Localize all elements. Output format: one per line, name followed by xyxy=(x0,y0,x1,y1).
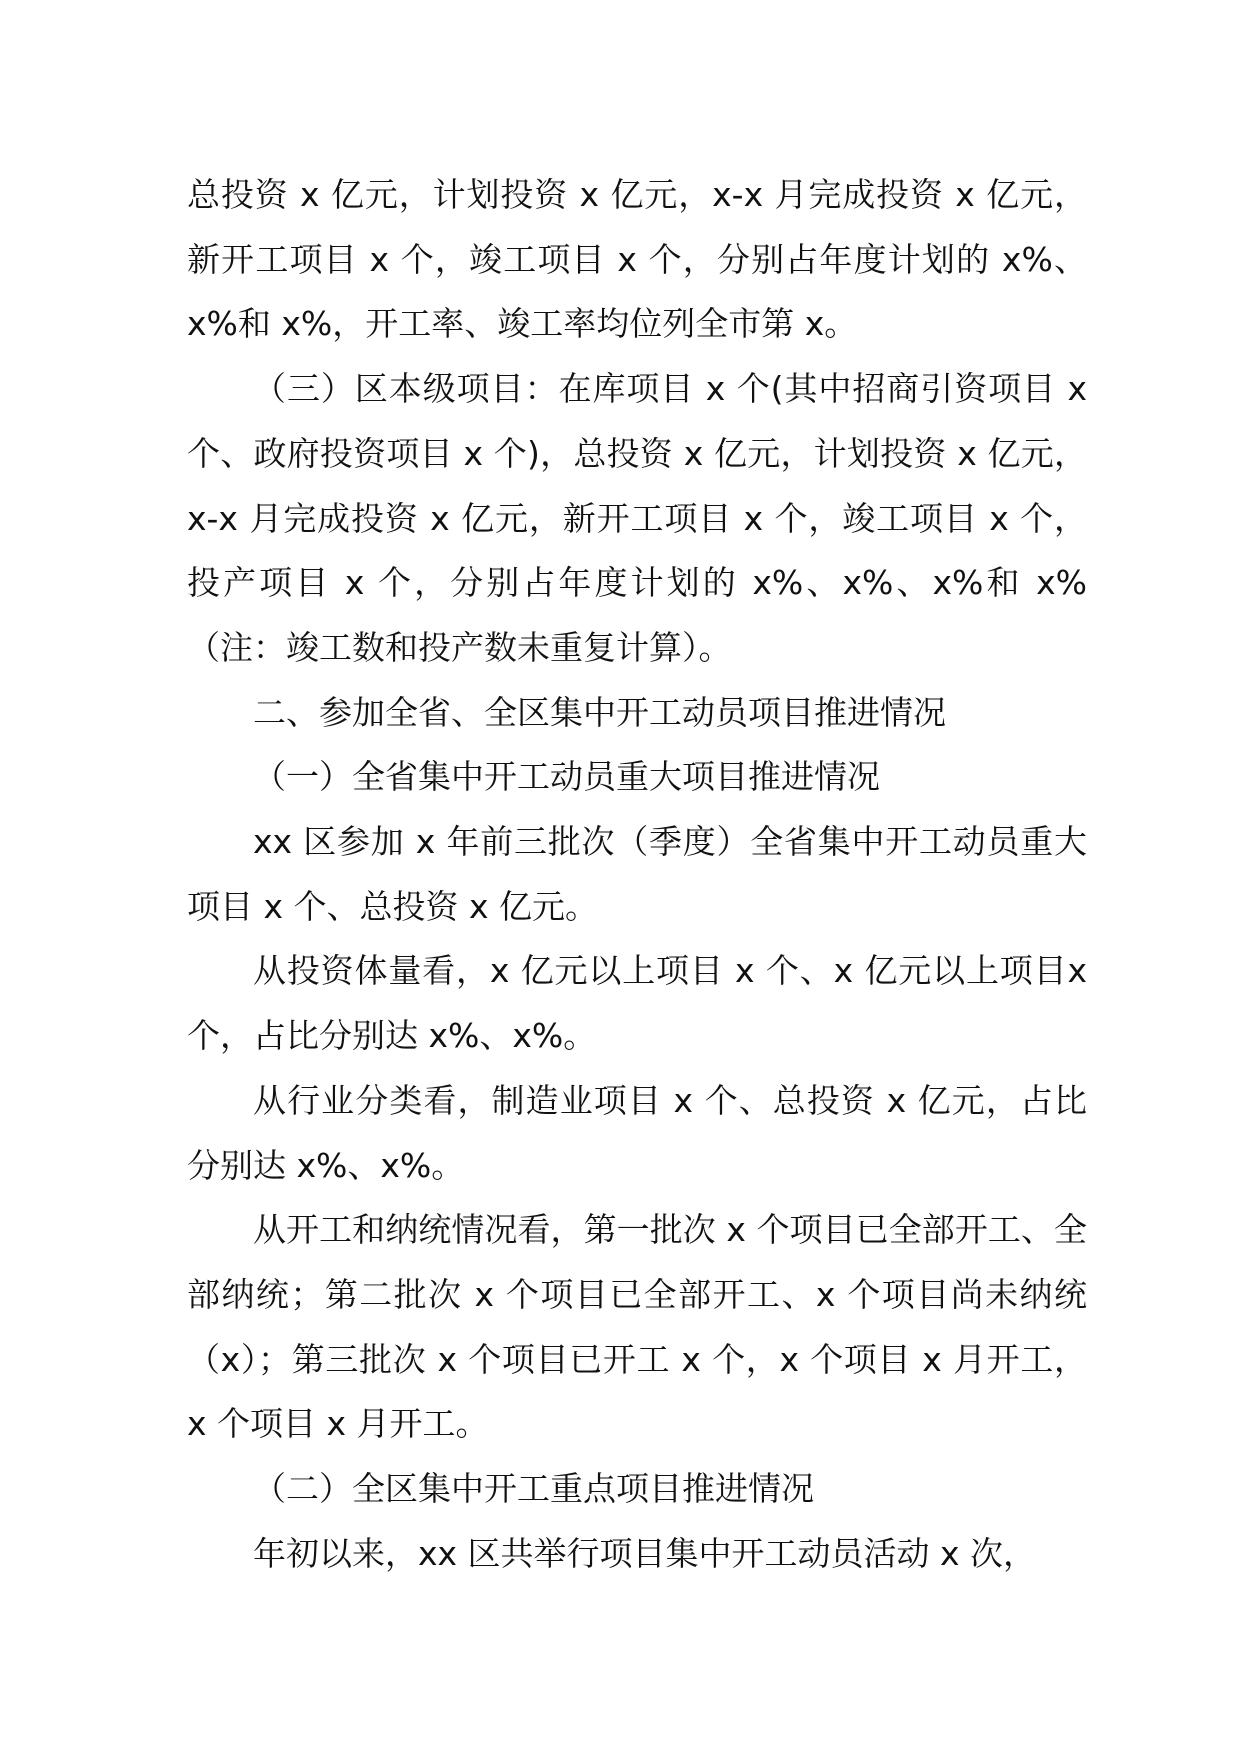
text-line: 全部纳统；第二批次 x 个项目已全部开工、x 个项目尚未纳 xyxy=(187,1210,1087,1314)
text-line: 分别达 x%、x%。 xyxy=(187,1145,465,1185)
text-line: 新开工项目 x 个，竣工项目 x 个，分别占年度计划的 x%、x xyxy=(187,239,1087,344)
text-line: x-x 月完成投资 x 亿元，新开工项目 x 个，竣工项目 x 个， xyxy=(187,498,1087,538)
text-line: 统（x）；第三批次 x 个项目已开工 x 个，x 个项目 x 月开工， xyxy=(187,1274,1087,1379)
document-body xyxy=(187,163,1087,1586)
text-line: 投产项目 x 个，分别占年度计划的 x%、x%、x%和 x%（注： xyxy=(187,563,1087,667)
text-line: %和 x%，开工率、竣工率均位列全市第 x。 xyxy=(206,304,858,344)
paragraph-commencement-status xyxy=(187,1198,1087,1457)
text-line: 从投资体量看，x 亿元以上项目 x 个、x 亿元以上项目 xyxy=(253,951,1068,991)
text-line: 个、政府投资项目 x 个)，总投资 x 亿元，计划投资 x 亿元， xyxy=(187,433,1087,473)
text-line: （三）区本级项目：在库项目 x 个(其中招商引资项目 x xyxy=(253,369,1087,409)
paragraph-industry-classification xyxy=(187,1069,1087,1198)
text-line: x 个项目 x 月开工。 xyxy=(187,1404,489,1444)
text-line: 年初以来，xx 区共举行项目集中开工动员活动 x 次， xyxy=(253,1533,1037,1573)
paragraph-provincial-batches xyxy=(187,810,1087,939)
text-line: 从开工和纳统情况看，第一批次 x 个项目已全部开工、 xyxy=(253,1210,1054,1250)
subsection-heading-provincial xyxy=(187,745,1087,810)
paragraph-district-level-projects xyxy=(187,357,1087,681)
text-line: xx 区参加 x 年前三批次（季度）全省集中开工动员重 xyxy=(253,822,1054,862)
text-line: x 个，占比分别达 x%、x%。 xyxy=(187,951,1087,1056)
paragraph-investment-scale xyxy=(187,939,1087,1068)
text-line: 大项目 x 个、总投资 x 亿元。 xyxy=(187,822,1087,926)
paragraph-investment-summary xyxy=(187,163,1087,357)
heading-text: 二、参加全省、全区集中开工动员项目推进情况 xyxy=(253,692,946,732)
heading-text: （一）全省集中开工动员重大项目推进情况 xyxy=(253,757,880,797)
text-line: 从行业分类看，制造业项目 x 个、总投资 x 亿元，占比 xyxy=(253,1080,1087,1120)
text-line: 总投资 x 亿元，计划投资 x 亿元，x-x 月完成投资 x 亿元， xyxy=(187,175,1087,214)
heading-text: （二）全区集中开工重点项目推进情况 xyxy=(253,1469,814,1509)
section-heading-2 xyxy=(187,681,1087,746)
paragraph-district-activities xyxy=(187,1522,1087,1587)
text-line: 竣工数和投产数未重复计算）。 xyxy=(286,627,732,667)
subsection-heading-district xyxy=(187,1457,1087,1522)
